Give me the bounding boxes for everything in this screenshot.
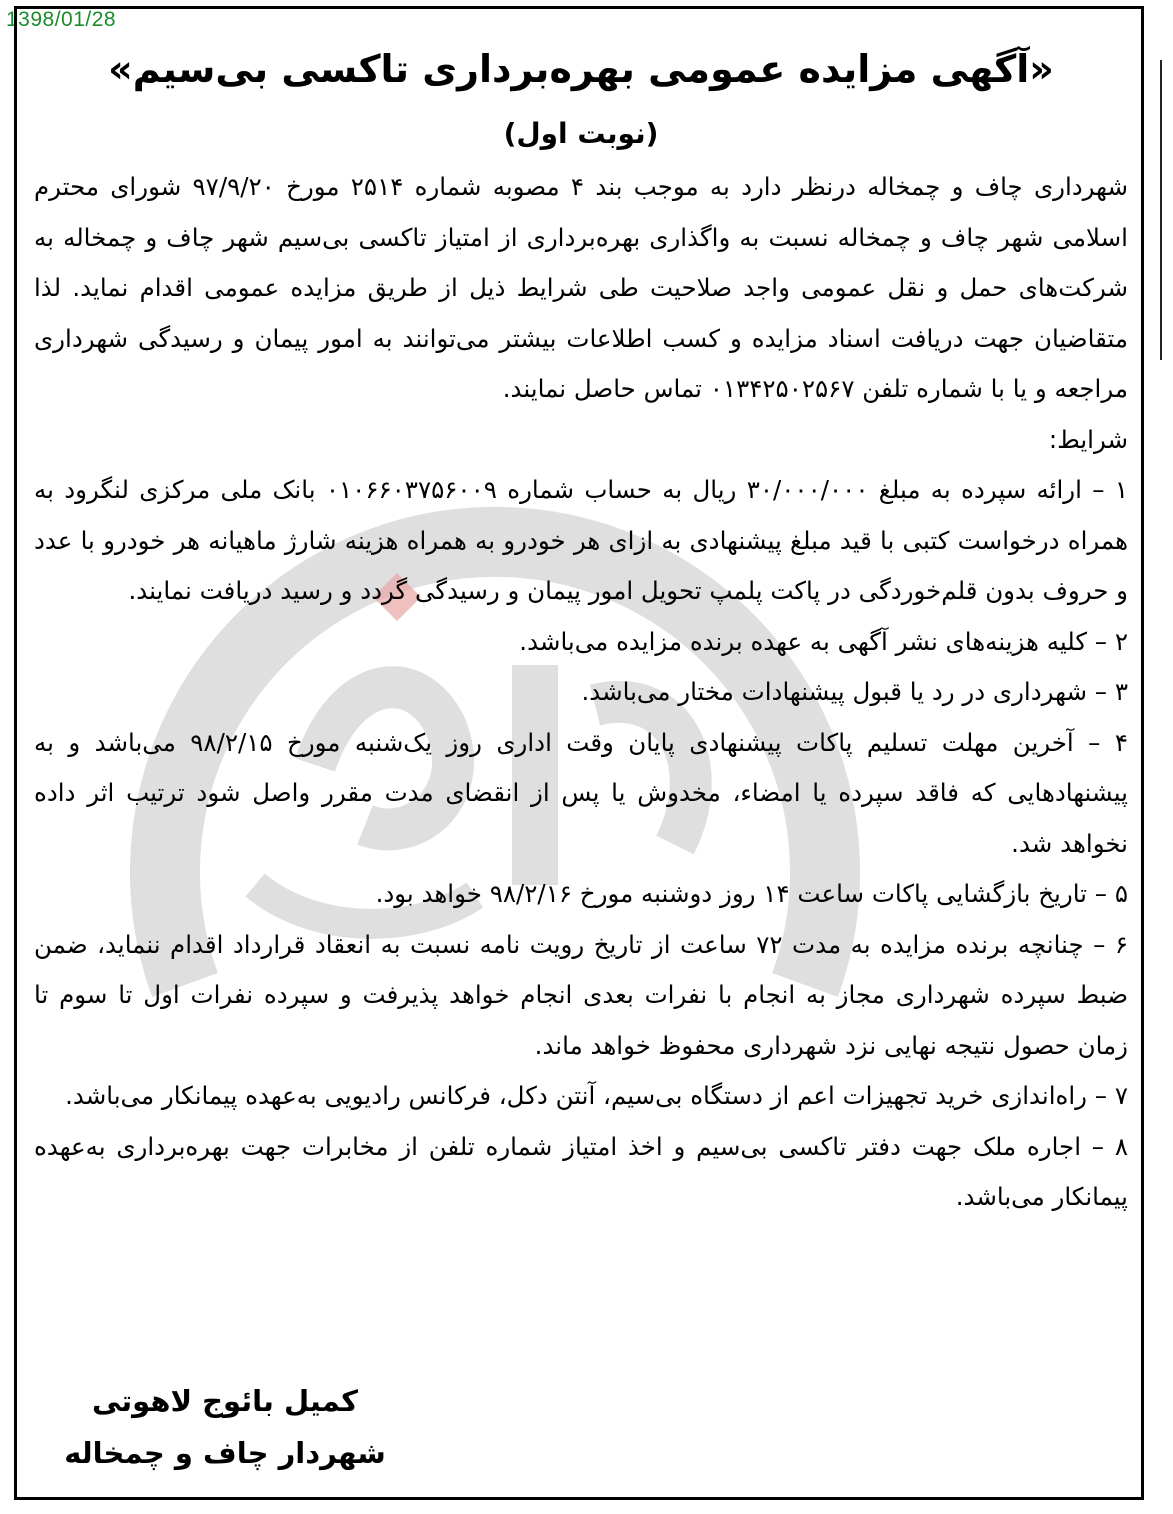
condition-item: ۸ – اجاره ملک جهت دفتر تاکسی بی‌سیم و اخذ امتیاز شماره تلفن از مخابرات جهت بهره‌برداری به‌عهده پیمانکار می‌باشد. [34, 1131, 1128, 1211]
notice-body [34, 10, 1128, 1223]
conditions-heading: شرایط: [1048, 424, 1128, 454]
condition-item: ۱ – ارائه سپرده به مبلغ ۳۰/۰۰۰/۰۰۰ ریال به حساب شماره ۰۱۰۶۶۰۳۷۵۶۰۰۹ بانک ملی مرکزی لنگرود به همراه درخواست کتبی با قید مبلغ پیشنهادی به ازای هر خودرو به همراه هزینه شارژ ماهیانه هر خودرو با عدد و حروف بدون قلم‌خوردگی در پاکت پلمپ تحویل امور پیمان و رسیدگی گردد و رسید دریافت نمایند. [34, 475, 1128, 605]
archive-date-stamp: 1398/01/28 [6, 8, 117, 31]
condition-item: ۵ – تاریخ بازگشایی پاکات ساعت ۱۴ روز دوشنبه مورخ ۹۸/۲/۱۶ خواهد بود. [375, 879, 1128, 908]
notice-title: «آگهی مزایده عمومی بهره‌برداری تاکسی بی‌سیم» [108, 47, 1054, 91]
signatory-name: کمیل بائوج لاهوتی [91, 1384, 359, 1418]
condition-item: ۷ – راه‌اندازی خرید تجهیزات اعم از دستگاه بی‌سیم، آنتن دکل، فرکانس رادیویی به‌عهده پیمانکار می‌باشد. [65, 1081, 1128, 1110]
signatory-title: شهردار چاف و چمخاله [64, 1436, 386, 1470]
condition-item: ۶ – چنانچه برنده مزایده به مدت ۷۲ ساعت از تاریخ رویت نامه نسبت به انعقاد قرارداد اقدام ننماید، ضمن ضبط سپرده شهرداری مجاز به انجام با نفرات بعدی انجام خواهد پذیرفت و سپرده نفرات اول تا سوم تا زمان حصول نتیجه نهایی نزد شهرداری محفوظ خواهد ماند. [34, 929, 1128, 1060]
notice-subtitle: (نوبت اول) [503, 117, 659, 150]
column-divider [1160, 60, 1162, 360]
condition-item: ۳ – شهرداری در رد یا قبول پیشنهادات مختار می‌باشد. [581, 677, 1128, 706]
condition-item: ۴ – آخرین مهلت تسلیم پاکات پیشنهادی پایان وقت اداری روز یک‌شنبه مورخ ۹۸/۲/۱۵ می‌باشد و به پیشنهادهایی که فاقد سپرده یا امضاء، مخدوش یا پس از انقضای مدت مقرر واصل شود ترتیب اثر داده نخواهد شد. [34, 727, 1128, 858]
signature-block [60, 1375, 390, 1479]
condition-item: ۲ – کلیه هزینه‌های نشر آگهی به عهده برنده مزایده می‌باشد. [519, 626, 1128, 656]
intro-paragraph: شهرداری چاف و چمخاله درنظر دارد به موجب بند ۴ مصوبه شماره ۲۵۱۴ مورخ ۹۷/۹/۲۰ شورای محترم اسلامی شهر چاف و چمخاله نسبت به واگذاری بهره‌برداری از امتیاز تاکسی بی‌سیم شهر چاف و چمخاله به شرکت‌های حمل و نقل عمومی واجد صلاحیت طی شرایط ذیل از طریق مزایده عمومی اقدام نماید. لذا متقاضیان جهت دریافت اسناد مزایده و کسب اطلاعات بیشتر می‌توانند به امور پیمان و رسیدگی شهرداری مراجعه و یا با شماره تلفن ۰۱۳۴۲۵۰۲۵۶۷ تماس حاصل نمایند. [34, 172, 1129, 403]
